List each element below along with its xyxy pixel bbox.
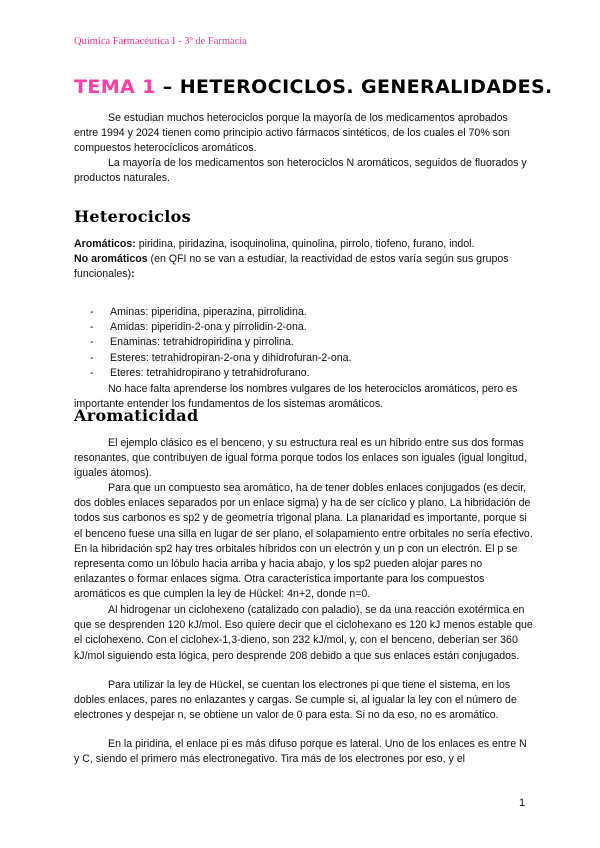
aromaticidad-paragraph-2: Para que un compuesto sea aromático, ha de tener dobles enlaces conjugados (es decir, dos dobles enlaces separados por un enlace sigma) y ha de ser cíclico y plano. La hibridación de todos sus carbonos es sp2 y de geometría trigonal plana. La planaridad es importante, porque si el benceno fuese una silla en lugar de ser plano, el solapamiento entre orbitales no sería efectivo. En la hibridación sp2 hay tres orbitales híbridos con un electrón y un p con un electrón. El p se representa como un lóbulo hacia arriba y hacia abajo, y los sp2 pueden alojar pares no enlazantes o formar enlaces sigma. Otra característica importante para los compuestos aromáticos es que cumplen la ley de Hückel: 4n+2, donde n=0.	[74, 482, 533, 601]
heading-aromaticidad: Aromaticidad	[74, 406, 199, 425]
list-item	[74, 351, 351, 366]
list-item	[74, 305, 351, 320]
list-item	[74, 366, 351, 381]
page-header: Química Farmacéutica I - 3º de Farmacia	[74, 36, 247, 47]
aromaticos-label: Aromáticos:	[74, 238, 136, 250]
intro-paragraph-1: Se estudian muchos heterociclos porque la mayoría de los medicamentos aprobados entre 1994 y 2024 tienen como principio activo fármacos sintéticos, de los cuales el 70% son compuestos heterocíclicos aromáticos.	[74, 112, 510, 155]
aromaticidad-paragraph-1: El ejemplo clásico es el benceno, y su estructura real es un híbrido entre sus dos formas resonantes, que contribuyen de igual forma porque todos los enlaces son iguales (igual longitud, iguales átomos).	[74, 437, 527, 480]
page-number: 1	[519, 797, 526, 809]
heading-heterociclos: Heterociclos	[74, 207, 191, 226]
list-item-text: Enaminas: tetrahidropiridina y pirrolina.	[110, 336, 294, 349]
title-prefix: TEMA 1	[74, 76, 156, 98]
no-aromaticos-line	[74, 252, 534, 282]
no-aromaticos-list	[74, 305, 351, 381]
list-dash: -	[90, 351, 94, 364]
list-dash: -	[90, 321, 94, 334]
list-item-text: Aminas: piperidina, piperazina, pirrolidina.	[110, 306, 307, 318]
intro-paragraph-2: La mayoría de los medicamentos son heterociclos N aromáticos, seguidos de fluorados y productos naturales.	[74, 157, 527, 185]
heterociclos-closing: No hace falta aprenderse los nombres vulgares de los heterociclos aromáticos, pero es importante entender los fundamentos de los sistemas aromáticos.	[74, 383, 518, 411]
list-dash: -	[90, 366, 94, 379]
list-item-text: Eteres: tetrahidropirano y tetrahidrofurano.	[110, 366, 310, 379]
list-item	[74, 320, 351, 335]
no-aromaticos-text: (en QFI no se van a estudiar, la reactividad de estos varía según sus grupos funcionales)	[74, 253, 509, 281]
page-title	[74, 76, 553, 98]
list-item-text: Amidas: piperidin-2-ona y pirrolidin-2-ona.	[110, 321, 307, 334]
no-aromaticos-colon: :	[131, 268, 135, 281]
aromaticidad-paragraph-5: En la piridina, el enlace pi es más difuso porque es lateral. Uno de los enlaces es entre N y C, siendo el primero más electronegativo. Tira más de los electrones por eso, y el	[74, 738, 527, 766]
list-dash: -	[90, 336, 94, 349]
list-item-text: Esteres: tetrahidropiran-2-ona y dihidrofuran-2-ona.	[110, 351, 352, 364]
aromaticos-text: piridina, piridazina, isoquinolina, quinolina, pirrolo, tiofeno, furano, indol.	[135, 238, 475, 250]
aromaticidad-paragraph-3: Al hidrogenar un ciclohexeno (catalizado con paladio), se da una reacción exotérmica en que se desprenden 120 kJ/mol. Eso quiere decir que el ciclohexano es 120 kJ menos estable que el ciclohexeno. Con el ciclohex-1,3-dieno, son 232 kJ/mol, y, con el benceno, deberían ser 360 kJ/mol siguiendo esta lógica, pero desprende 208 debido a que sus enlaces están conjugados.	[74, 604, 533, 662]
aromaticidad-paragraph-4: Para utilizar la ley de Hückel, se cuentan los electrones pi que tiene el sistema, en los dobles enlaces, pares no enlazantes y cargas. Se cumple si, al igualar la ley con el número de electrones y despejar n, se obtiene un valor de 0 para esta. Si no da eso, no es aromático.	[74, 679, 517, 722]
title-rest: – HETEROCICLOS. GENERALIDADES.	[155, 76, 553, 98]
no-aromaticos-label: No aromáticos	[74, 253, 148, 265]
list-dash: -	[90, 306, 94, 318]
aromaticos-line	[74, 237, 534, 252]
list-item	[74, 335, 351, 350]
